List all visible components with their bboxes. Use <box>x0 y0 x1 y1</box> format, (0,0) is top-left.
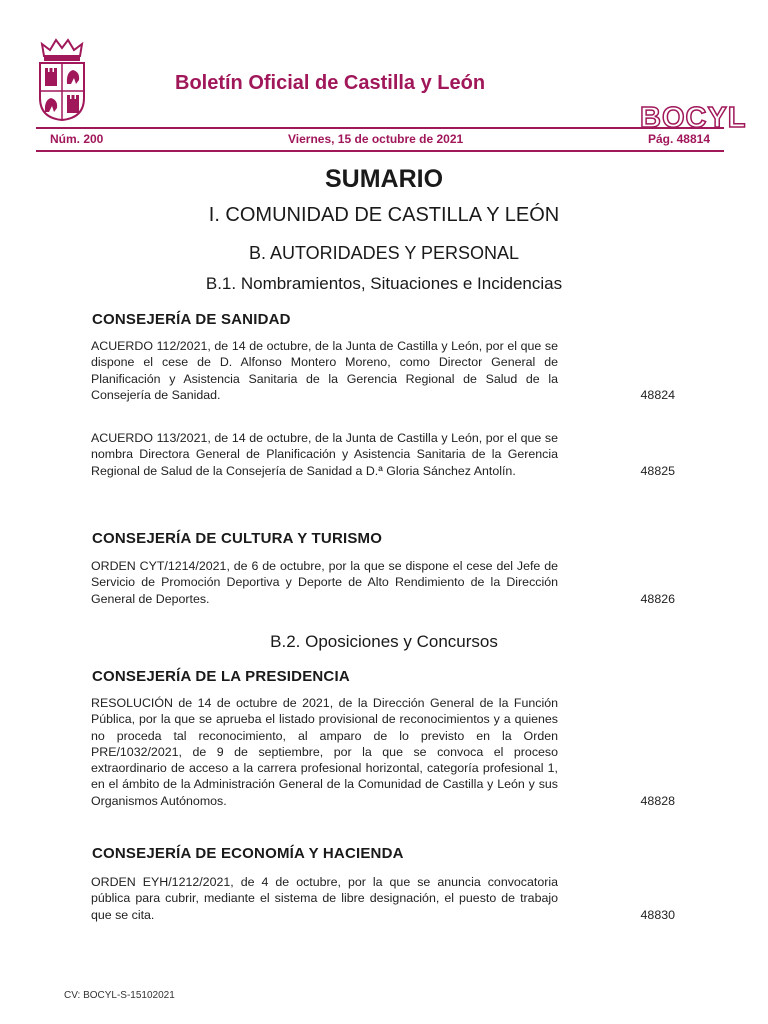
summary-entry[interactable] <box>91 430 675 479</box>
summary-entry[interactable] <box>91 695 675 809</box>
issue-info-bar <box>36 127 724 152</box>
entry-text: ACUERDO 113/2021, de 14 de octubre, de la Junta de Castilla y León, por el que se nombra Directora General de Planificación y Asistencia Sanitaria de la Gerencia Regional de Salud de la Consejería de Sanidad a D.ª Gloria Sánchez Antolín. <box>91 431 558 478</box>
coat-of-arms-icon <box>36 36 88 122</box>
section-heading-b: B. AUTORIDADES Y PERSONAL <box>248 243 520 263</box>
entry-text: ACUERDO 112/2021, de 14 de octubre, de la Junta de Castilla y León, por el que se dispone el cese de D. Alfonso Montero Moreno, como Director General de Planificación y Asistencia Sanitaria de la Gerencia Regional de Salud de la Consejería de Sanidad. <box>91 339 558 402</box>
page-title: SUMARIO <box>324 165 444 193</box>
bulletin-title: Boletín Oficial de Castilla y León <box>175 72 486 94</box>
issue-date: Viernes, 15 de octubre de 2021 <box>288 132 464 146</box>
svg-text:BOCYL: BOCYL <box>640 102 747 134</box>
department-heading-presidencia: CONSEJERÍA DE LA PRESIDENCIA <box>92 668 350 685</box>
entry-page: 48825 <box>640 463 675 478</box>
entry-text: RESOLUCIÓN de 14 de octubre de 2021, de la Dirección General de la Función Pública, por la que se aprueba el listado provisional de reconocimientos y a quienes no proceda tal reconocimiento, al amparo de lo previsto en la Orden PRE/1032/2021, de 9 de septiembre, por la que se convoca el proceso extraordinario de acceso a la carrera profesional horizontal, categoría profesional 1, en el ámbito de la Administración General de la Comunidad de Castilla y León y sus Organismos Autónomos. <box>91 696 558 808</box>
summary-entry[interactable] <box>91 558 675 607</box>
footer-cv-code: CV: BOCYL-S-15102021 <box>64 990 175 1001</box>
summary-entry[interactable] <box>91 338 675 403</box>
entry-page: 48824 <box>640 387 675 402</box>
issue-number: Núm. 200 <box>50 132 104 146</box>
department-heading-economia: CONSEJERÍA DE ECONOMÍA Y HACIENDA <box>92 845 404 862</box>
department-heading-cultura: CONSEJERÍA DE CULTURA Y TURISMO <box>92 530 383 547</box>
entry-text: ORDEN EYH/1212/2021, de 4 de octubre, por la que se anuncia convocatoria pública para cubrir, mediante el sistema de libre designación, el puesto de trabajo que se cita. <box>91 875 558 922</box>
section-heading-b1: B.1. Nombramientos, Situaciones e Incidencias <box>205 274 563 293</box>
department-heading-sanidad: CONSEJERÍA DE SANIDAD <box>92 311 291 328</box>
summary-entry[interactable] <box>91 874 675 923</box>
entry-text: ORDEN CYT/1214/2021, de 6 de octubre, por la que se dispone el cese del Jefe de Servicio de Promoción Deportiva y Deporte de Alto Rendimiento de la Dirección General de Deportes. <box>91 559 558 606</box>
section-heading-1: I. COMUNIDAD DE CASTILLA Y LEÓN <box>208 204 560 226</box>
page-number: Pág. 48814 <box>647 132 710 146</box>
entry-page: 48828 <box>640 793 675 808</box>
entry-page: 48826 <box>640 591 675 606</box>
section-heading-b2: B.2. Oposiciones y Concursos <box>270 632 498 651</box>
entry-page: 48830 <box>640 907 675 922</box>
